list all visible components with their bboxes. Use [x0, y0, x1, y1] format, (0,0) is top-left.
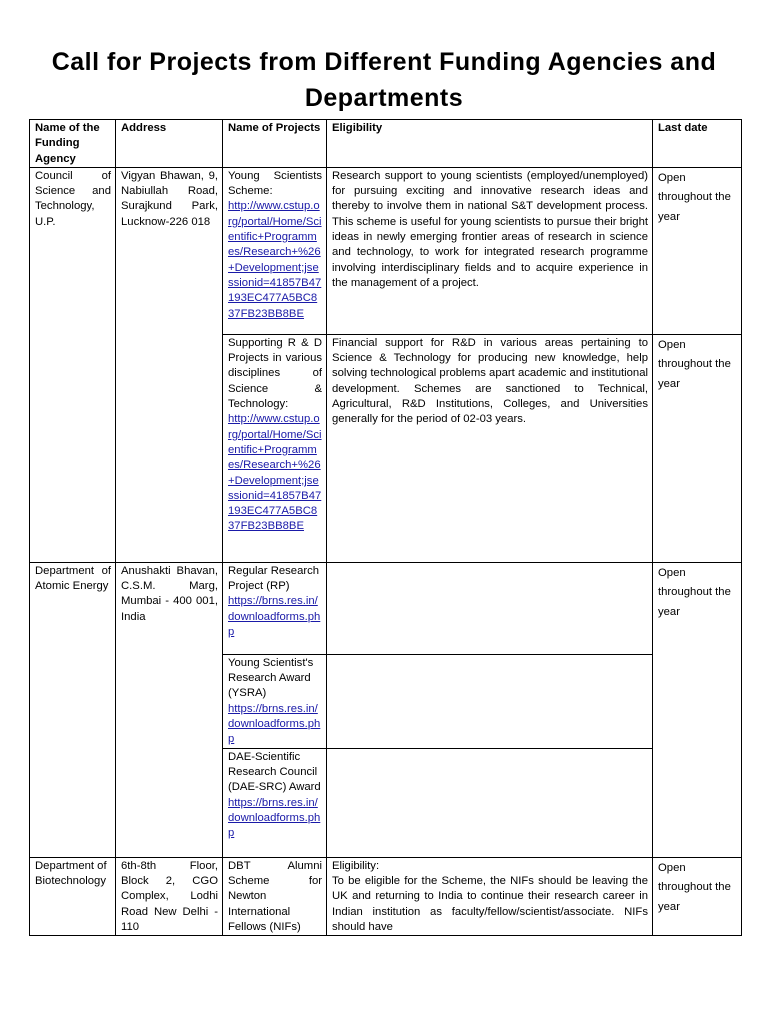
project-link[interactable]: https://brns.res.in/downloadforms.php: [228, 796, 321, 840]
header-last-date: Last date: [653, 120, 742, 168]
header-agency: Name of the Funding Agency: [30, 120, 116, 168]
eligibility-cell: [327, 654, 653, 748]
eligibility-cell: [327, 748, 653, 857]
agency-cell: Council of Science and Technology, U.P.: [30, 167, 116, 562]
project-link[interactable]: http://www.cstup.org/portal/Home/Scientific+Programmes/Research+%26+Development;jsessionid=41857B47193EC477A5BC837FB23BB8BE: [228, 413, 322, 533]
table-row: [30, 857, 742, 935]
project-name: Young Scientists Scheme:: [228, 169, 322, 198]
eligibility-cell: [327, 562, 653, 654]
project-cell: [223, 654, 327, 748]
table-row: [30, 562, 742, 654]
project-name: DAE-Scientific Research Council (DAE-SRC) Award: [228, 750, 321, 794]
project-link[interactable]: https://brns.res.in/downloadforms.php: [228, 595, 321, 639]
project-link[interactable]: https://brns.res.in/downloadforms.php: [228, 702, 321, 746]
last-date-cell: Open throughout the year: [653, 334, 742, 562]
last-date-cell: Open throughout the year: [653, 857, 742, 935]
address-cell: 6th-8th Floor, Block 2, CGO Complex, Lodhi Road New Delhi - 110: [116, 857, 223, 935]
eligibility-label: Eligibility:: [332, 859, 380, 872]
project-cell: DBT Alumni Scheme for Newton International Fellows (NIFs): [223, 857, 327, 935]
eligibility-cell: [327, 857, 653, 935]
table-header-row: [30, 120, 742, 168]
project-name: Supporting R & D Projects in various disciplines of Science & Technology:: [228, 336, 322, 411]
project-name: Regular Research Project (RP): [228, 564, 320, 593]
page-title: Call for Projects from Different Funding Agencies and Departments: [51, 48, 717, 112]
agency-cell: Department of Atomic Energy: [30, 562, 116, 857]
header-projects: Name of Projects: [223, 120, 327, 168]
eligibility-cell: Research support to young scientists (employed/unemployed) for pursuing exciting and innovative research ideas and thereby to involve them in national S&T development process. This scheme is useful for young scientists to pursue their bright ideas in newly emerging frontier areas of research in science and technology, to work for integrated research programme involving interdisciplinary fields and to acquire experience in the management of a project.: [327, 167, 653, 334]
table-row: [30, 167, 742, 334]
address-cell: Vigyan Bhawan, 9, Nabiullah Road, Surajkund Park, Lucknow-226 018: [116, 167, 223, 562]
address-cell: Anushakti Bhavan, C.S.M. Marg, Mumbai - 400 001, India: [116, 562, 223, 857]
project-cell: [223, 334, 327, 562]
agency-cell: Department of Biotechnology: [30, 857, 116, 935]
eligibility-cell: Financial support for R&D in various areas pertaining to Science & Technology for producing new knowledge, help solving technological problems apart academic and institutional development. Schemes are sanctioned to Technical, Agricultural, R&D Institutions, Colleges, and Universities generally for the period of 02-03 years.: [327, 334, 653, 562]
project-cell: [223, 748, 327, 857]
project-cell: [223, 562, 327, 654]
project-cell: [223, 167, 327, 334]
funding-table: [29, 119, 742, 936]
header-address: Address: [116, 120, 223, 168]
last-date-cell: Open throughout the year: [653, 562, 742, 857]
eligibility-text: To be eligible for the Scheme, the NIFs should be leaving the UK and returning to India to continue their research career in Indian institution as faculty/fellow/scientist/associate. NIFs should have: [332, 874, 648, 933]
header-eligibility: Eligibility: [327, 120, 653, 168]
project-name: Young Scientist's Research Award (YSRA): [228, 656, 314, 700]
project-link[interactable]: http://www.cstup.org/portal/Home/Scientific+Programmes/Research+%26+Development;jsessionid=41857B47193EC477A5BC837FB23BB8BE: [228, 200, 322, 320]
last-date-cell: Open throughout the year: [653, 167, 742, 334]
